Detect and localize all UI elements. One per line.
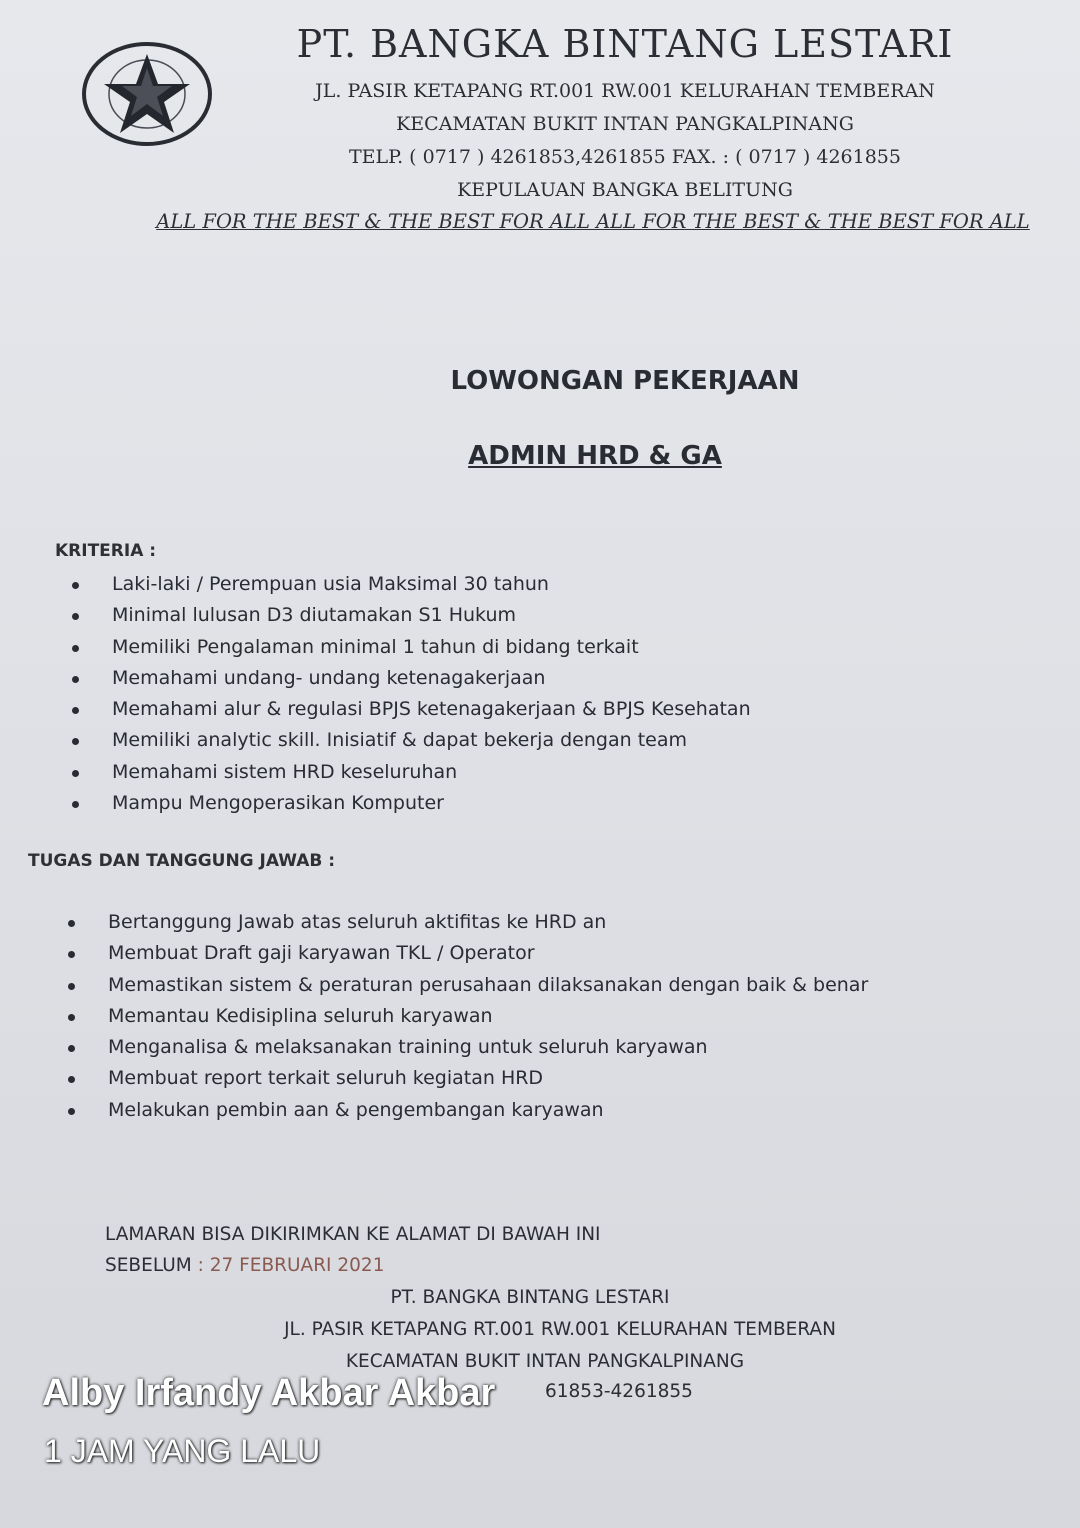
company-address-line1: JL. PASIR KETAPANG RT.001 RW.001 KELURAHAN TEMBERAN (315, 80, 935, 102)
company-phone: TELP. ( 0717 ) 4261853,4261855 FAX. : ( 0717 ) 4261855 (348, 146, 901, 168)
company-address-line2: KECAMATAN BUKIT INTAN PANGKALPINANG (396, 113, 854, 135)
bullet-icon (72, 770, 79, 777)
company-slogan: ALL FOR THE BEST & THE BEST FOR ALL ALL FOR THE BEST & THE BEST FOR ALL (156, 210, 1030, 233)
deadline-label: SEBELUM (105, 1255, 192, 1276)
tugas-heading: TUGAS DAN TANGGUNG JAWAB : (28, 851, 336, 871)
kriteria-heading: KRITERIA : (55, 541, 157, 561)
bullet-icon (72, 707, 79, 714)
bullet-icon (72, 738, 79, 745)
bullet-icon (72, 801, 79, 808)
bullet-icon (72, 613, 79, 620)
footer-company: PT. BANGKA BINTANG LESTARI (390, 1287, 670, 1308)
bullet-icon (68, 951, 75, 958)
job-position: ADMIN HRD & GA (468, 441, 722, 471)
bullet-icon (68, 1045, 75, 1052)
bullet-icon (68, 1108, 75, 1115)
bullet-icon (68, 1076, 75, 1083)
bullet-icon (72, 676, 79, 683)
bullet-icon (68, 983, 75, 990)
bullet-icon (72, 582, 79, 589)
bullet-icon (68, 920, 75, 927)
post-author-name[interactable]: Alby Irfandy Akbar Akbar (42, 1372, 496, 1414)
deadline-date: : 27 FEBRUARI 2021 (197, 1255, 385, 1276)
footer-address-line2: KECAMATAN BUKIT INTAN PANGKALPINANG (345, 1351, 745, 1372)
application-instruction: LAMARAN BISA DIKIRIMKAN KE ALAMAT DI BAWAH INI (105, 1224, 601, 1245)
document-title: LOWONGAN PEKERJAAN (450, 366, 800, 396)
company-name: PT. BANGKA BINTANG LESTARI (296, 22, 954, 66)
footer-phone: 61853-4261855 (545, 1381, 693, 1402)
company-province: KEPULAUAN BANGKA BELITUNG (457, 179, 793, 201)
bullet-icon (72, 645, 79, 652)
footer-address-line1: JL. PASIR KETAPANG RT.001 RW.001 KELURAHAN TEMBERAN (284, 1319, 836, 1340)
post-timestamp: 1 JAM YANG LALU (44, 1433, 321, 1469)
bullet-icon (68, 1014, 75, 1021)
document-page: PT. BANGKA BINTANG LESTARI JL. PASIR KETAPANG RT.001 RW.001 KELURAHAN TEMBERAN KECAMATAN BUKIT INTAN PANGKALPINANG TELP. ( 0717 ) 4261853,4261855 FAX. : ( 0717 ) 4261855 KEPULAUAN BANGKA BELITUNG ALL FOR THE BEST & THE BEST FOR ALL ALL FOR THE BEST & THE BEST FOR ALL LOWONGAN PEKERJAAN ADMIN HRD & GA KRITERIA : Laki-laki / Perempuan usia Maksimal 30 tahun Minimal lulusan D3 diutamakan S1 Hukum Memiliki Pengalaman minimal 1 tahun di bidang terkait Memahami undang- undang ketenagakerjaan Memahami alur & regulasi BPJS ketenagakerjaan & BPJS Kesehatan Memiliki analytic skill. Inisiatif & dapat bekerja dengan team Memahami sistem HRD keseluruhan Mampu Mengoperasikan Komputer TUGAS DAN TANGGUNG JAWAB : Bertanggung Jawab atas seluruh aktifitas ke HRD an Membuat Draft gaji karyawan TKL / Operator Memastikan sistem & peraturan perusahaan dilaksanakan dengan baik & benar Memantau Kedisiplina seluruh karyawan Menganalisa & melaksanakan training untuk seluruh karyawan Membuat report terkait seluruh kegiatan HRD Melakukan pembin aan & pengembangan karyawan LAMARAN BISA DIKIRIMKAN KE ALAMAT DI BAWAH INI SEBELUM : 27 FEBRUARI 2021 PT. BANGKA BINTANG LESTARI JL. PASIR KETAPANG RT.001 RW.001 KELURAHAN TEMBERAN KECAMATAN BUKIT INTAN PANGKALPINANG 61853-4261855 (0, 0, 1080, 1528)
star-in-circle-logo (80, 40, 214, 148)
deadline-line (105, 1255, 384, 1276)
